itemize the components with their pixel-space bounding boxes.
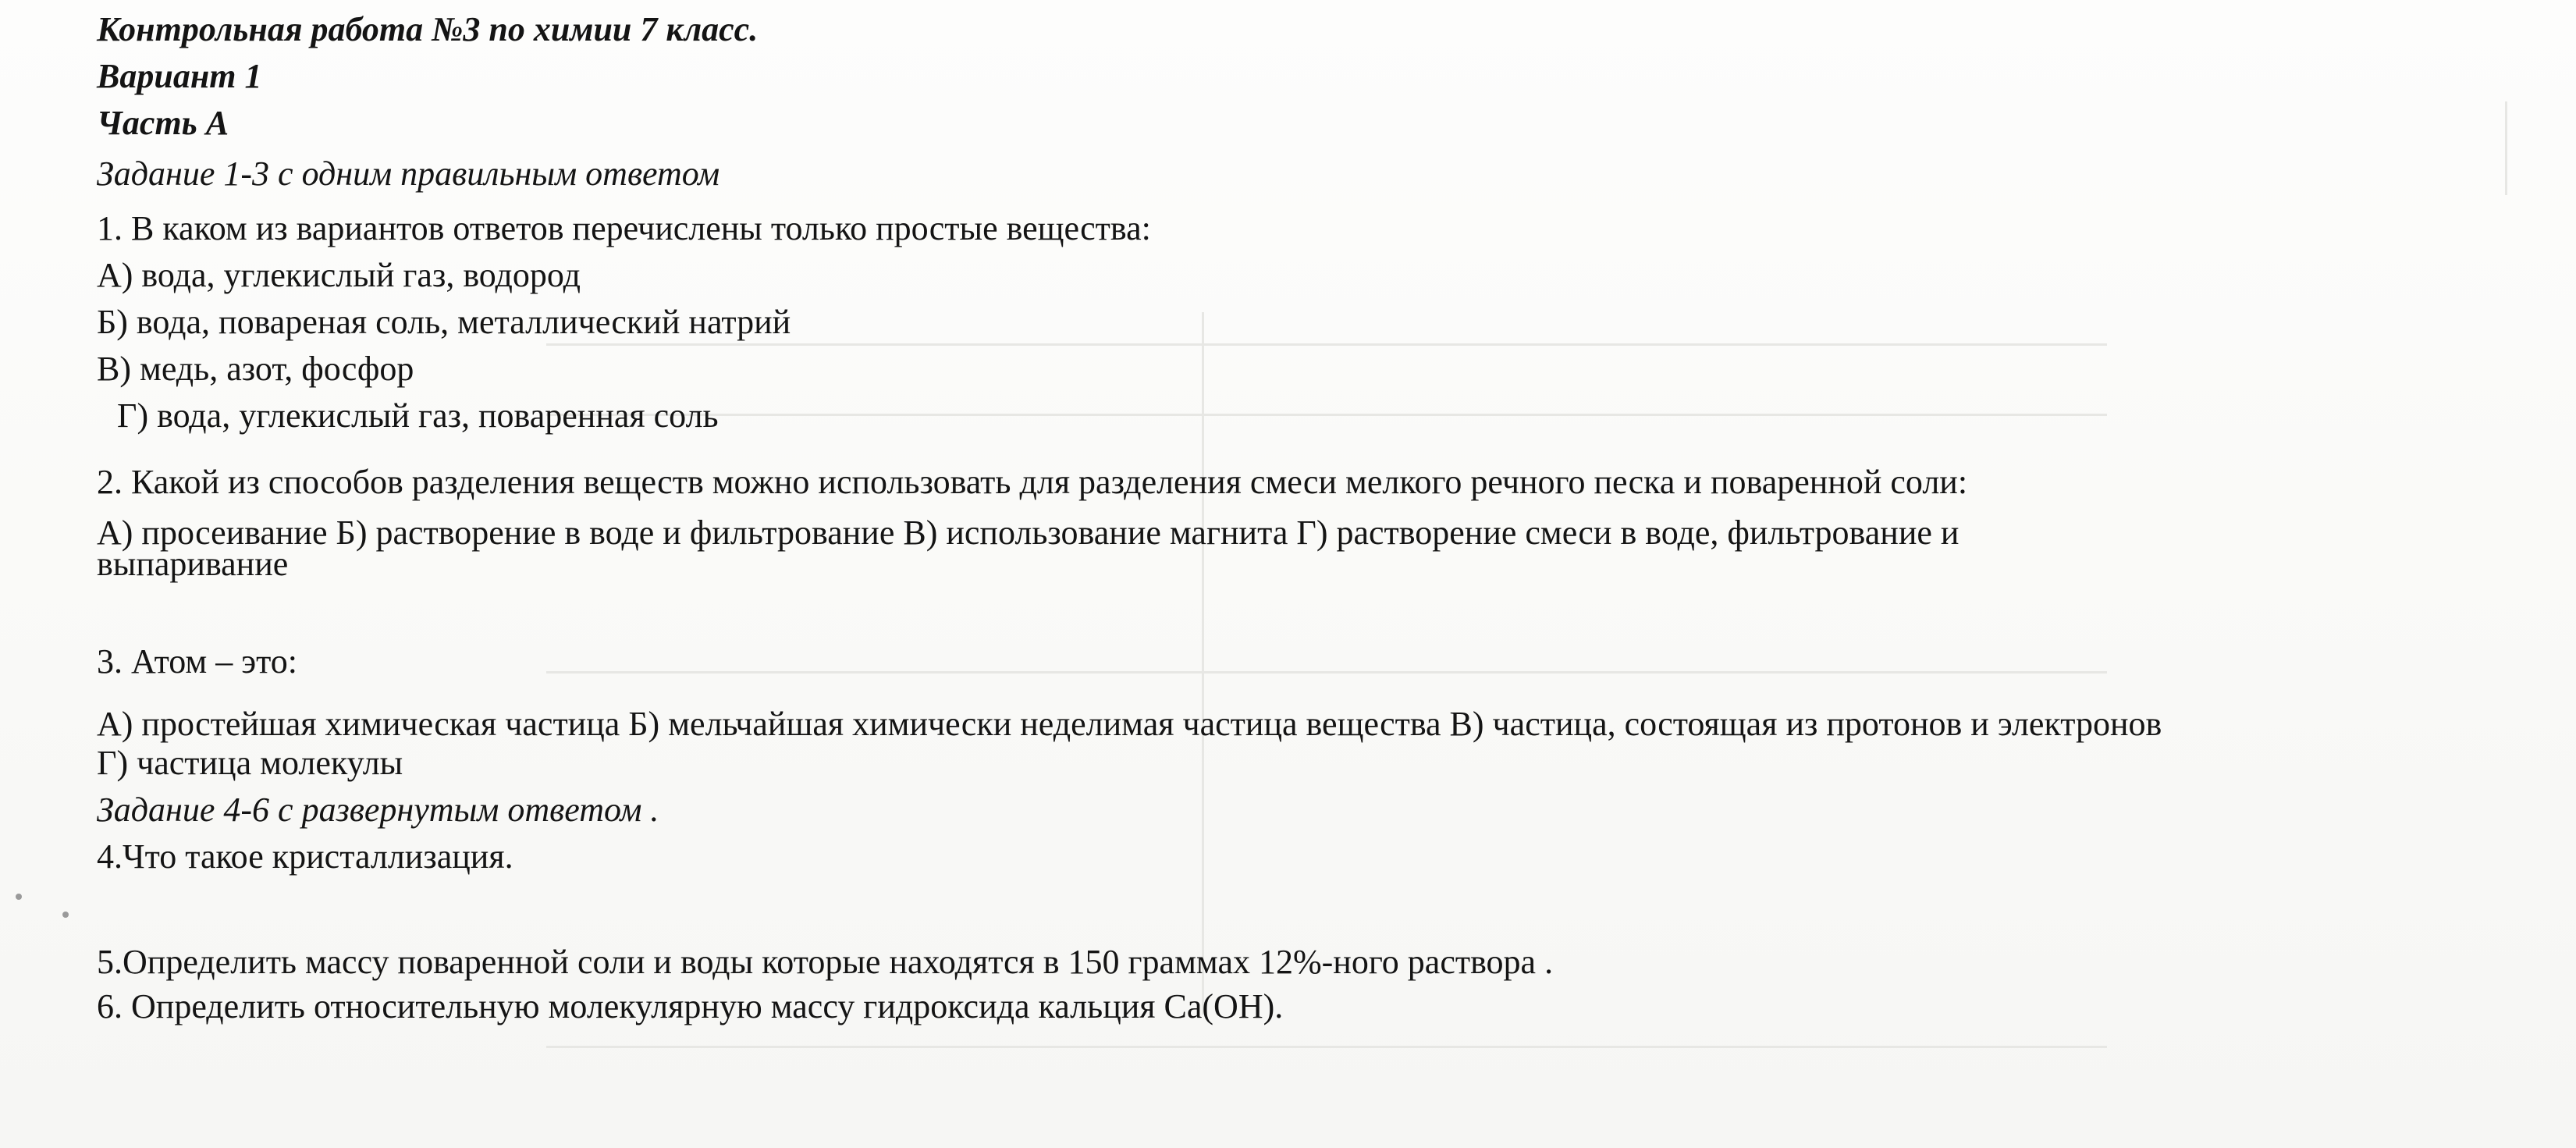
section1-instruction: Задание 1-3 с одним правильным ответом <box>97 155 720 193</box>
scan-speck <box>62 912 69 918</box>
part-heading: Часть А <box>97 104 229 142</box>
question-4: 4.Что такое кристаллизация. <box>97 837 513 876</box>
scan-speck <box>16 894 22 900</box>
bleed-through-line <box>546 671 2107 674</box>
document-title: Контрольная работа №3 по химии 7 класс. <box>97 10 759 48</box>
question-1-option-c: В) медь, азот, фосфор <box>97 350 414 388</box>
section2-instruction: Задание 4-6 с развернутым ответом . <box>97 791 659 829</box>
question-2: 2. Какой из способов разделения веществ можно использовать для разделения смеси мелкого речного песка и поваренной соли: <box>97 463 1968 501</box>
question-2-options-continued: выпаривание <box>97 545 289 583</box>
question-1-option-a: А) вода, углекислый газ, водород <box>97 256 581 294</box>
question-1: 1. В каком из вариантов ответов перечислены только простые вещества: <box>97 209 1151 247</box>
question-2-options: А) просеивание Б) растворение в воде и фильтрование В) использование магнита Г) растворение смеси в воде, фильтрование и <box>97 514 1960 552</box>
question-3-options-continued: Г) частица молекулы <box>97 744 403 782</box>
question-1-option-d: Г) вода, углекислый газ, поваренная соль <box>117 396 719 435</box>
bleed-through-line <box>2505 101 2507 195</box>
question-3: 3. Атом – это: <box>97 642 297 681</box>
question-3-options: А) простейшая химическая частица Б) мельчайшая химически неделимая частица вещества В) частица, состоящая из протонов и электронов <box>97 705 2162 743</box>
bleed-through-line <box>546 1046 2107 1048</box>
bleed-through-line <box>546 414 2107 416</box>
question-6: 6. Определить относительную молекулярную массу гидроксида кальция Са(ОН). <box>97 987 1284 1025</box>
question-5: 5.Определить массу поваренной соли и воды которые находятся в 150 граммах 12%-ного раствора . <box>97 943 1554 981</box>
variant-heading: Вариант 1 <box>97 57 262 95</box>
question-1-option-b: Б) вода, повареная соль, металлический натрий <box>97 303 791 341</box>
bleed-through-line <box>1202 312 1204 1015</box>
